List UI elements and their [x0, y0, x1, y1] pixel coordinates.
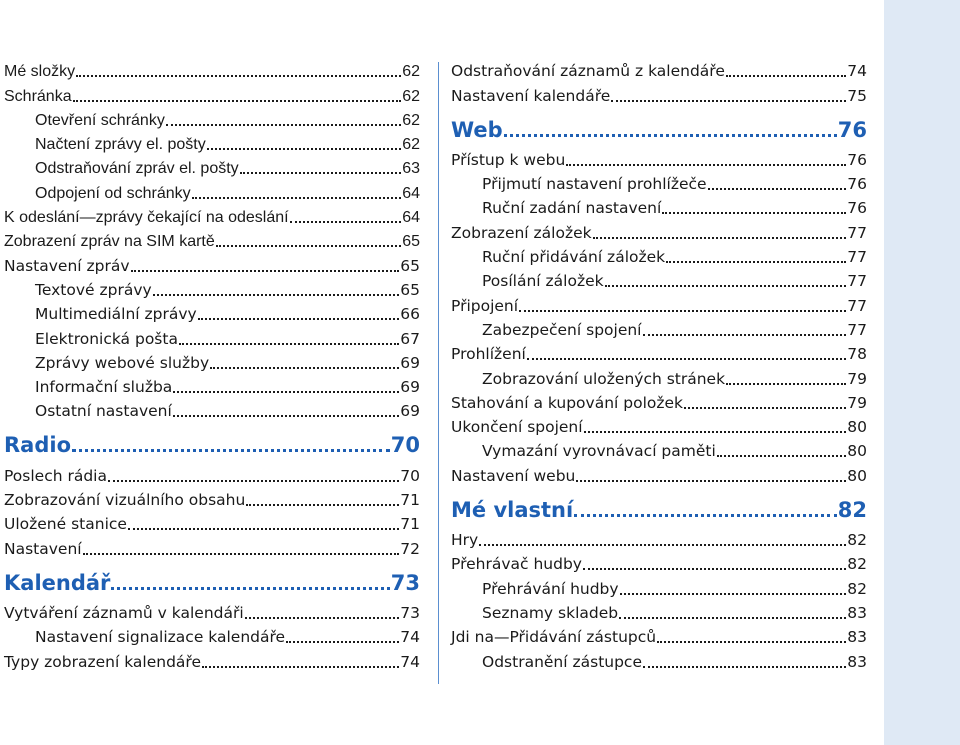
toc-dot-leader	[210, 366, 399, 369]
toc-entry-title: Odstranění zástupce	[482, 652, 642, 671]
toc-dot-leader	[643, 665, 846, 668]
toc-section-heading[interactable]	[4, 421, 420, 461]
toc-entry-title: Uložené stanice	[4, 515, 127, 534]
toc-page-number: 74	[847, 62, 867, 81]
toc-dot-leader	[527, 357, 846, 360]
toc-entry-title: Elektronická pošta	[35, 329, 178, 348]
toc-page-number: 62	[402, 111, 420, 129]
toc-dot-leader	[593, 236, 847, 239]
toc-dot-leader	[207, 147, 401, 150]
toc-entry[interactable]	[4, 324, 420, 348]
toc-entry[interactable]	[451, 218, 867, 242]
toc-entry-title: Zobrazení zpráv na SIM kartě	[4, 233, 215, 251]
toc-entry-title: Zobrazování vizuálního obsahu	[4, 491, 246, 510]
toc-entry-title: Ukončení spojení	[451, 418, 583, 437]
toc-entry-title: Přijmutí nastavení prohlížeče	[482, 175, 707, 194]
toc-page-number: 76	[847, 175, 867, 194]
toc-entry-title: Odstraňování zpráv el. pošty	[35, 160, 239, 178]
toc-entry-title: Mé vlastní	[451, 497, 574, 522]
toc-entry-title: Načtení zprávy el. pošty	[35, 136, 206, 154]
toc-dot-leader	[657, 640, 846, 643]
toc-entry-title: Typy zobrazení kalendáře	[4, 652, 201, 671]
toc-page-number: 67	[400, 329, 420, 348]
column-divider	[438, 62, 439, 684]
toc-entry-title: Hry	[451, 531, 479, 550]
toc-dot-leader	[708, 187, 847, 190]
toc-dot-leader	[717, 454, 846, 457]
toc-entry-title: Nastavení zpráv	[4, 256, 130, 275]
toc-page-number: 80	[847, 466, 867, 485]
toc-entry[interactable]	[451, 526, 867, 550]
toc-entry-title: Zobrazení záložek	[451, 223, 592, 242]
toc-page-number: 72	[400, 539, 420, 558]
toc-entry-title: Přehrávání hudby	[482, 579, 619, 598]
toc-entry-title: K odeslání—zprávy čekající na odeslání	[4, 209, 289, 227]
toc-entry-title: Nastavení signalizace kalendáře	[35, 628, 286, 647]
toc-dot-leader	[246, 503, 399, 506]
toc-entry-title: Vytváření záznamů v kalendáři	[4, 603, 244, 622]
toc-entry-title: Otevření schránky	[35, 111, 165, 129]
toc-entry[interactable]	[451, 599, 867, 623]
toc-dot-leader	[240, 171, 402, 174]
toc-page-number: 83	[847, 628, 867, 647]
toc-page-number: 64	[402, 209, 420, 227]
toc-entry-title: Zobrazování uložených stránek	[482, 369, 726, 388]
toc-dot-leader	[153, 293, 400, 296]
toc-page-number: 75	[847, 86, 867, 105]
toc-entry[interactable]	[451, 170, 867, 194]
toc-entry[interactable]	[451, 81, 867, 105]
toc-section-heading[interactable]	[451, 486, 867, 526]
toc-entry-title: Ostatní nastavení	[35, 402, 172, 421]
toc-entry[interactable]	[451, 146, 867, 170]
toc-page-number: 80	[847, 442, 867, 461]
toc-page-number: 62	[402, 63, 420, 81]
toc-dot-leader	[662, 211, 846, 214]
toc-entry[interactable]	[4, 130, 420, 154]
toc-page-number: 77	[847, 320, 867, 339]
toc-entry[interactable]	[451, 437, 867, 461]
toc-entry-title: Přehrávač hudby	[451, 555, 582, 574]
toc-page-number: 77	[847, 223, 867, 242]
toc-dot-leader	[192, 196, 402, 199]
toc-dot-leader	[108, 479, 399, 482]
toc-dot-leader	[83, 552, 400, 555]
toc-page-number: 78	[847, 345, 867, 364]
toc-entry[interactable]	[4, 623, 420, 647]
toc-entry-title: Nastavení	[4, 539, 82, 558]
toc-dot-leader	[605, 284, 847, 287]
toc-entry[interactable]	[4, 486, 420, 510]
toc-entry-title: Web	[451, 117, 503, 142]
toc-entry[interactable]	[4, 510, 420, 534]
toc-page-number: 73	[390, 570, 420, 595]
toc-entry[interactable]	[4, 57, 420, 81]
toc-entry[interactable]	[4, 106, 420, 130]
toc-entry-title: Nastavení webu	[451, 466, 576, 485]
toc-dot-leader	[111, 586, 389, 590]
toc-dot-leader	[72, 448, 390, 452]
toc-entry[interactable]	[451, 550, 867, 574]
toc-page-number: 74	[400, 628, 420, 647]
toc-entry-title: Připojení	[451, 296, 519, 315]
toc-dot-leader	[245, 616, 400, 619]
toc-dot-leader	[173, 390, 399, 393]
toc-entry-title: Multimediální zprávy	[35, 305, 197, 324]
toc-entry[interactable]	[451, 461, 867, 485]
toc-entry-title: Ruční přidávání záložek	[482, 248, 666, 267]
toc-entry-title: Poslech rádia	[4, 466, 107, 485]
toc-page-number: 70	[400, 466, 420, 485]
toc-entry[interactable]	[451, 574, 867, 598]
toc-page-number: 71	[400, 491, 420, 510]
toc-entry[interactable]	[4, 461, 420, 485]
toc-entry[interactable]	[451, 413, 867, 437]
toc-page-number: 71	[400, 515, 420, 534]
toc-page-number: 62	[402, 87, 420, 105]
toc-dot-leader	[519, 309, 846, 312]
toc-dot-leader	[619, 616, 846, 619]
toc-right-column	[451, 57, 867, 672]
toc-page-number: 64	[402, 184, 420, 202]
toc-entry-title: Seznamy skladeb	[482, 603, 619, 622]
toc-entry[interactable]	[4, 203, 420, 227]
toc-dot-leader	[583, 567, 846, 570]
toc-entry[interactable]	[451, 647, 867, 671]
toc-page-number: 82	[837, 497, 867, 522]
toc-page-number: 76	[837, 117, 867, 142]
toc-entry[interactable]	[4, 227, 420, 251]
toc-entry-title: Schránka	[4, 87, 72, 105]
toc-entry-title: Vymazání vyrovnávací paměti	[482, 442, 716, 461]
toc-entry-title: Radio	[4, 433, 71, 458]
toc-dot-leader	[286, 640, 399, 643]
toc-dot-leader	[684, 406, 846, 409]
toc-dot-leader	[202, 665, 399, 668]
toc-page-number: 79	[847, 393, 867, 412]
toc-page-number: 82	[847, 531, 867, 550]
toc-entry-title: Ruční zadání nastavení	[482, 199, 662, 218]
toc-entry[interactable]	[451, 194, 867, 218]
toc-entry-title: Odstraňování záznamů z kalendáře	[451, 62, 725, 81]
toc-page-number: 73	[400, 603, 420, 622]
toc-page-number: 65	[400, 280, 420, 299]
toc-page-number: 70	[390, 433, 420, 458]
toc-page-number: 77	[847, 296, 867, 315]
toc-dot-leader	[726, 382, 846, 385]
toc-dot-leader	[76, 74, 401, 77]
toc-left-column	[4, 57, 420, 672]
toc-dot-leader	[611, 99, 846, 102]
toc-entry[interactable]	[4, 81, 420, 105]
toc-entry[interactable]	[451, 57, 867, 81]
toc-dot-leader	[73, 99, 402, 102]
toc-entry-title: Stahování a kupování položek	[451, 393, 684, 412]
toc-page-number: 76	[847, 150, 867, 169]
toc-entry[interactable]	[4, 647, 420, 671]
toc-entry-title: Kalendář	[4, 570, 111, 595]
toc-dot-leader	[290, 220, 402, 223]
toc-dot-leader	[166, 123, 401, 126]
toc-dot-leader	[131, 269, 400, 272]
toc-dot-leader	[128, 527, 399, 530]
toc-dot-leader	[504, 133, 837, 137]
toc-page-number: 83	[847, 603, 867, 622]
toc-entry-title: Odpojení od schránky	[35, 184, 191, 202]
toc-page-number: 82	[847, 555, 867, 574]
toc-entry[interactable]	[451, 316, 867, 340]
toc-entry[interactable]	[4, 349, 420, 373]
toc-entry-title: Prohlížení	[451, 345, 526, 364]
toc-page-number: 69	[400, 402, 420, 421]
toc-section-heading[interactable]	[4, 559, 420, 599]
toc-dot-leader	[198, 317, 400, 320]
toc-dot-leader	[566, 163, 846, 166]
toc-page-number: 65	[400, 256, 420, 275]
toc-page-number: 65	[402, 233, 420, 251]
toc-page-number: 79	[847, 369, 867, 388]
toc-entry[interactable]	[4, 276, 420, 300]
toc-entry-title: Informační služba	[35, 378, 173, 397]
toc-entry[interactable]	[451, 243, 867, 267]
toc-page-number: 77	[847, 272, 867, 291]
toc-entry[interactable]	[451, 267, 867, 291]
toc-dot-leader	[173, 414, 399, 417]
toc-entry[interactable]	[451, 623, 867, 647]
toc-dot-leader	[479, 543, 846, 546]
toc-page-number: 80	[847, 418, 867, 437]
toc-entry[interactable]	[4, 373, 420, 397]
toc-page-number: 82	[847, 579, 867, 598]
toc-page-number: 66	[400, 305, 420, 324]
toc-entry-title: Zabezpečení spojení	[482, 320, 642, 339]
toc-entry[interactable]	[4, 300, 420, 324]
toc-entry[interactable]	[451, 340, 867, 364]
toc-entry[interactable]	[4, 397, 420, 421]
toc-page-number: 69	[400, 378, 420, 397]
toc-section-heading[interactable]	[451, 106, 867, 146]
toc-page-number: 69	[400, 353, 420, 372]
toc-page-number: 83	[847, 652, 867, 671]
toc-page-number: 76	[847, 199, 867, 218]
toc-page-number: 77	[847, 248, 867, 267]
toc-dot-leader	[620, 592, 847, 595]
toc-dot-leader	[216, 244, 401, 247]
toc-entry[interactable]	[4, 154, 420, 178]
toc-page-number: 74	[400, 652, 420, 671]
toc-dot-leader	[666, 260, 846, 263]
toc-dot-leader	[576, 479, 846, 482]
toc-entry[interactable]	[451, 364, 867, 388]
toc-entry[interactable]	[4, 534, 420, 558]
toc-entry[interactable]	[4, 251, 420, 275]
toc-entry[interactable]	[4, 599, 420, 623]
toc-page-number: 62	[402, 136, 420, 154]
toc-dot-leader	[179, 342, 399, 345]
page-side-bar	[884, 0, 960, 745]
toc-entry-title: Přístup k webu	[451, 150, 566, 169]
toc-entry-title: Jdi na—Přidávání zástupců	[451, 628, 657, 647]
toc-page-number: 63	[402, 160, 420, 178]
toc-dot-leader	[643, 333, 847, 336]
toc-dot-leader	[574, 513, 837, 517]
toc-dot-leader	[726, 74, 846, 77]
toc-entry[interactable]	[451, 291, 867, 315]
toc-entry-title: Mé složky	[4, 63, 76, 81]
toc-dot-leader	[584, 430, 847, 433]
toc-entry[interactable]	[451, 389, 867, 413]
toc-entry[interactable]	[4, 178, 420, 202]
toc-entry-title: Posílání záložek	[482, 272, 604, 291]
toc-entry-title: Textové zprávy	[35, 280, 152, 299]
toc-entry-title: Nastavení kalendáře	[451, 86, 611, 105]
toc-entry-title: Zprávy webové služby	[35, 353, 210, 372]
